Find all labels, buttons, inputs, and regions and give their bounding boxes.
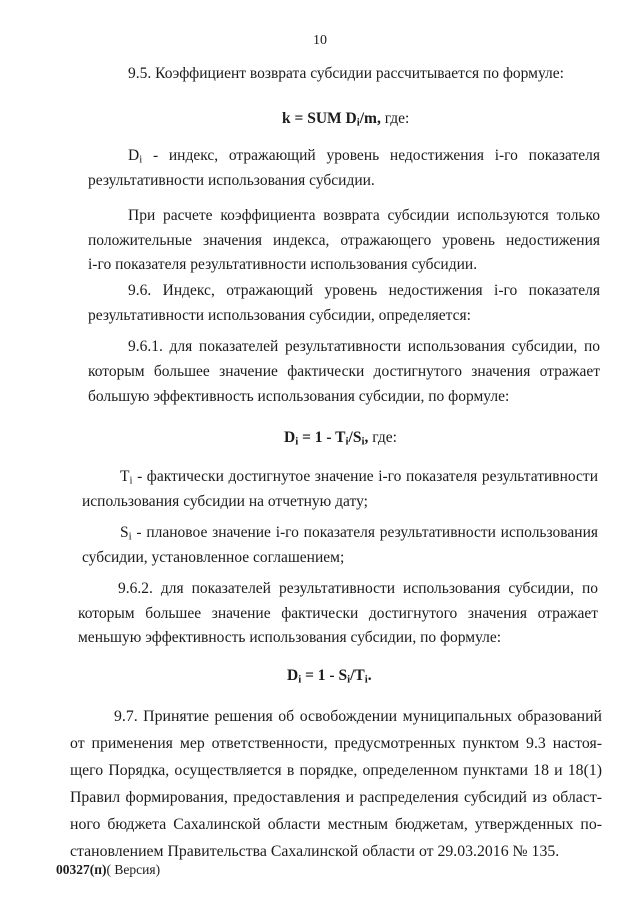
- formula-di-2: [287, 666, 372, 690]
- paragraph-9-6-1-line-2: которым большее значение фактически достигнутого значения отражает: [88, 363, 600, 380]
- di-symbol-sub: i: [139, 153, 143, 166]
- paragraph-9-6-line-1: 9.6. Индекс, отражающий уровень недостижения i-го показателя: [128, 282, 600, 299]
- footer-version: ( Версия): [106, 862, 161, 877]
- paragraph-9-7-line-6: становлением Правительства Сахалинской области от 29.03.2016 № 135.: [70, 843, 560, 860]
- formula-di-2-d: .: [367, 667, 372, 684]
- formula-di-1-a-sub: i: [295, 435, 299, 448]
- formula-k-main: k = SUM D: [282, 110, 357, 127]
- si-definition-line-1: [120, 523, 598, 547]
- di-definition-line-2: результативности использования субсидии.: [88, 172, 375, 189]
- formula-di-1: [284, 428, 397, 452]
- formula-k-after: где:: [380, 110, 410, 127]
- paragraph-9-7-line-5: ного бюджета Сахалинской области местным бюджетам, утвержденных по-: [70, 816, 602, 833]
- formula-di-1-a: D: [284, 429, 296, 446]
- formula-di-1-c: /S: [348, 429, 362, 446]
- footer-code: 00327(п): [56, 862, 107, 877]
- si-definition-text: - плановое значение i-го показателя результативности использования: [131, 524, 598, 541]
- formula-di-1-after: где:: [368, 429, 397, 446]
- ti-definition-line-1: [120, 467, 598, 491]
- paragraph-9-7-line-4: Правил формирования, предоставления и распределения субсидий из област-: [70, 789, 602, 806]
- paragraph-9-6-2-line-1: 9.6.2. для показателей результативности использования субсидии, по: [118, 580, 598, 597]
- paragraph-9-5: 9.5. Коэффициент возврата субсидии рассчитывается по формуле:: [128, 65, 564, 82]
- formula-di-2-b-sub: i: [347, 673, 351, 686]
- formula-di-2-c: /T: [350, 667, 365, 684]
- ti-definition-line-2: использования субсидии на отчетную дату;: [82, 493, 368, 510]
- formula-di-1-b: = 1 - T: [298, 429, 346, 446]
- paragraph-9-6-1-line-3: большую эффективность использования субсидии, по формуле:: [88, 388, 510, 405]
- calc-note-line-2: положительные значения индекса, отражающего уровень недостижения: [88, 232, 600, 249]
- si-symbol: S: [120, 524, 129, 541]
- calc-note-line-1: При расчете коэффициента возврата субсидии используются только: [128, 207, 600, 224]
- paragraph-9-7-line-2: от применения мер ответственности, предусмотренных пунктом 9.3 настоя-: [70, 735, 602, 752]
- paragraph-9-6-2-line-3: меньшую эффективность использования субсидии, по формуле:: [78, 629, 502, 646]
- paragraph-9-6-2-line-2: которым большее значение фактически достигнутого значения отражает: [78, 605, 598, 622]
- paragraph-9-6-line-2: результативности использования субсидии, определяется:: [88, 307, 471, 324]
- ti-symbol: T: [120, 468, 130, 485]
- formula-di-2-c-sub: i: [364, 673, 368, 686]
- page-number: 10: [313, 33, 327, 48]
- formula-di-1-d: ,: [364, 429, 369, 446]
- paragraph-9-7-line-3: щего Порядка, осуществляется в порядке, определенном пунктами 18 и 18(1): [70, 762, 602, 779]
- formula-k-tail: /m,: [359, 110, 381, 127]
- di-definition-text: - индекс, отражающий уровень недостижения i-го показателя: [142, 147, 600, 164]
- paragraph-9-7-line-1: 9.7. Принятие решения об освобождении муниципальных образований: [114, 708, 602, 725]
- formula-di-2-b: = 1 - S: [301, 667, 348, 684]
- paragraph-9-6-1-line-1: 9.6.1. для показателей результативности использования субсидии, по: [128, 338, 600, 355]
- di-symbol: D: [128, 147, 140, 164]
- formula-di-2-a-sub: i: [298, 673, 302, 686]
- di-definition-line-1: [128, 146, 600, 170]
- formula-di-2-a: D: [287, 667, 299, 684]
- ti-symbol-sub: i: [129, 474, 133, 487]
- si-symbol-sub: i: [128, 530, 132, 543]
- formula-k-sub: i: [356, 116, 360, 129]
- calc-note-line-3: i-го показателя результативности использования субсидии.: [88, 256, 478, 273]
- ti-definition-text: - фактически достигнутое значение i-го показателя результативности: [132, 468, 598, 485]
- formula-di-1-b-sub: i: [345, 435, 349, 448]
- formula-k: [282, 109, 409, 133]
- formula-di-1-c-sub: i: [361, 435, 365, 448]
- si-definition-line-2: субсидии, установленное соглашением;: [82, 549, 345, 566]
- document-footer: [56, 862, 160, 878]
